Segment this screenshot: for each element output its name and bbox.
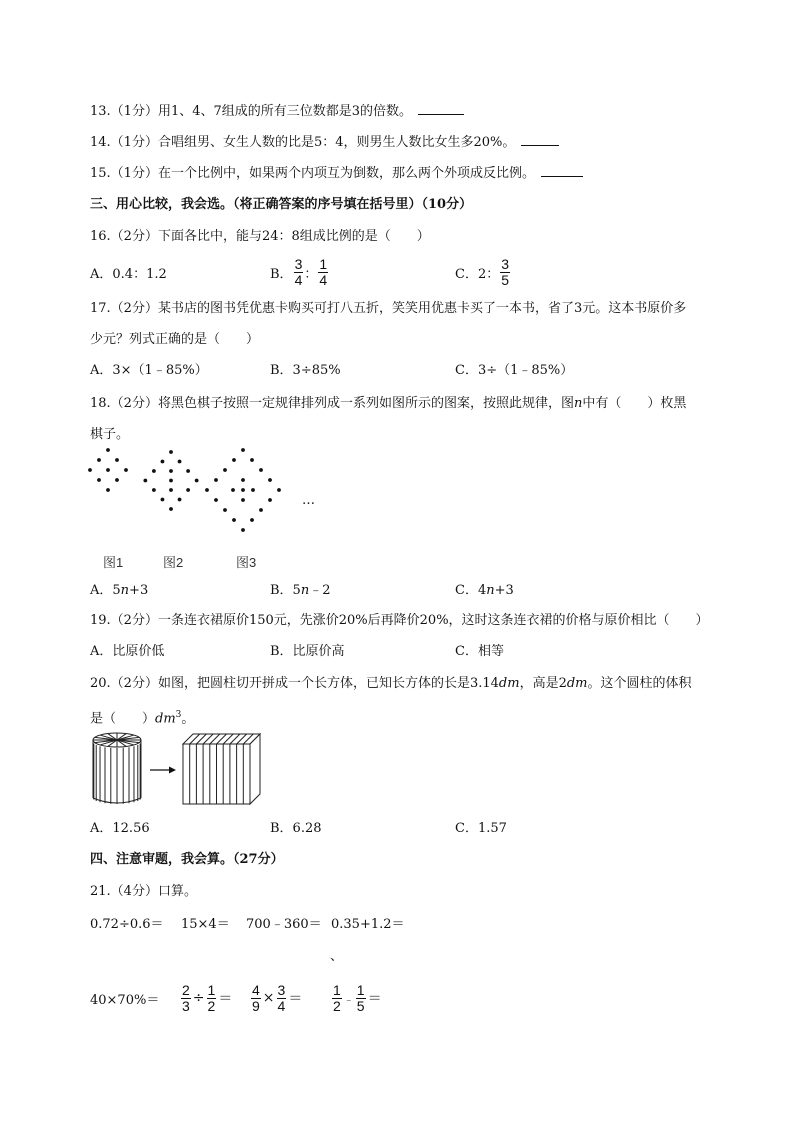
- option-18-c[interactable]: C．4n+3: [455, 583, 514, 598]
- chess-piece-dot: [250, 518, 254, 522]
- option-19-a[interactable]: A．比原价低: [90, 644, 165, 659]
- cylinder-to-cuboid-figure: [90, 730, 270, 812]
- question-17-line-2: 少元？列式正确的是（ ）: [90, 332, 260, 347]
- chess-piece-dot: [169, 479, 173, 483]
- chess-piece-dot: [251, 488, 255, 492]
- chess-piece-dot: [223, 468, 227, 472]
- figure-2-label: 图2: [163, 555, 184, 570]
- question-17-line-1: 17.（2分）某书店的图书凭优惠卡购买可打八五折，笑笑用优惠卡买了一本书，省了3元。这本书原价多: [90, 301, 687, 316]
- option-20-a[interactable]: A．12.56: [90, 821, 150, 836]
- chess-piece-dot: [241, 448, 245, 452]
- chess-piece-dot: [268, 498, 272, 502]
- chess-piece-dot: [124, 468, 128, 472]
- option-19-c[interactable]: C．相等: [455, 644, 504, 659]
- question-20-line-1: 20.（2分）如图，把圆柱切开拼成一个长方体，已知长方体的长是3.14dm，高是2dm。这个圆柱的体积: [90, 676, 692, 691]
- chess-piece-dot: [232, 518, 236, 522]
- fraction: $\frac{1}{4}$: [319, 255, 328, 288]
- chess-piece-dot: [250, 458, 254, 462]
- expr-5: 40×70%＝: [90, 992, 160, 1008]
- chess-piece-dot: [231, 488, 235, 492]
- chess-piece-dot: [241, 488, 245, 492]
- option-16-a[interactable]: A．0.4：1.2: [90, 266, 167, 282]
- chess-piece-dot: [97, 478, 101, 482]
- chess-piece-dot: [241, 528, 245, 532]
- chess-piece-dot: [152, 488, 156, 492]
- question-19: 19.（2分）一条连衣裙原价150元，先涨价20%后再降价20%，这时这条连衣裙的价格与原价相比（ ）: [90, 613, 709, 628]
- section-4-title: 四、注意审题，我会算。（27分）: [90, 852, 284, 867]
- stray-mark: 、: [330, 949, 344, 964]
- chess-piece-dot: [161, 498, 165, 502]
- chess-piece-dot: [268, 478, 272, 482]
- chess-piece-dot: [161, 460, 165, 464]
- option-17-b[interactable]: B．3÷85%: [270, 363, 341, 378]
- chess-piece-dot: [169, 450, 173, 454]
- question-18-line-2: 棋子。: [90, 427, 130, 442]
- figure-1-label: 图1: [103, 555, 124, 570]
- chess-piece-dot: [115, 478, 119, 482]
- chess-piece-dot: [169, 488, 173, 492]
- option-19-b[interactable]: B．比原价高: [270, 644, 345, 659]
- chess-piece-dot: [259, 468, 263, 472]
- chess-piece-dot: [186, 488, 190, 492]
- chess-piece-dot: [106, 468, 110, 472]
- chess-piece-dot: [186, 469, 190, 473]
- fraction: $\frac{3}{4}$: [294, 255, 303, 288]
- cuboid: [183, 734, 260, 804]
- option-18-a[interactable]: A．5n+3: [90, 583, 149, 598]
- chess-piece-dot: [241, 498, 245, 502]
- expr-8: $\frac{1}{2}$ ﹣ $\frac{1}{5}$ ＝: [333, 981, 382, 1014]
- chess-piece-dot: [169, 469, 173, 473]
- section-3-title: 三、用心比较，我会选。（将正确答案的序号填在括号里）（10分）: [90, 197, 473, 212]
- question-14: 14.（1分）合唱组男、女生人数的比是5：4，则男生人数比女生多20%。: [90, 134, 559, 152]
- chess-piece-dot: [214, 478, 218, 482]
- question-20-line-2: 是（ ）$dm^3$。: [90, 710, 195, 727]
- chess-piece-dot: [214, 498, 218, 502]
- chess-pattern-figure: [90, 448, 330, 548]
- option-16-b[interactable]: B． $\frac{3}{4}$ ： $\frac{1}{4}$: [270, 255, 328, 288]
- question-15: 15.（1分）在一个比例中，如果两个内项互为倒数，那么两个外项成反比例。: [90, 165, 583, 183]
- answer-blank[interactable]: [418, 103, 464, 115]
- option-17-a[interactable]: A．3×（1﹣85%）: [90, 363, 208, 378]
- option-16-c[interactable]: C．2： $\frac{3}{5}$: [455, 255, 510, 288]
- question-18-line-1: 18.（2分）将黑色棋子按照一定规律排列成一系列如图所示的图案，按照此规律，图n中有（ ）枚黑: [90, 396, 687, 411]
- option-17-c[interactable]: C．3÷（1﹣85%）: [455, 363, 574, 378]
- chess-piece-dot: [106, 488, 110, 492]
- answer-blank[interactable]: [521, 134, 559, 146]
- cylinder: [93, 733, 141, 804]
- expr-2: 15×4＝: [181, 917, 230, 932]
- chess-piece-dot: [143, 479, 147, 483]
- chess-piece-dot: [277, 488, 281, 492]
- option-20-b[interactable]: B．6.28: [270, 821, 322, 836]
- chess-piece-dot: [178, 498, 182, 502]
- expr-1: 0.72÷0.6＝: [90, 917, 164, 932]
- expr-7: $\frac{4}{9}$ × $\frac{3}{4}$ ＝: [252, 981, 303, 1014]
- expr-3: 700﹣360＝: [246, 917, 322, 932]
- chess-piece-dot: [223, 508, 227, 512]
- chess-piece-dot: [169, 507, 173, 511]
- expr-6: $\frac{2}{3}$ ÷ $\frac{1}{2}$ ＝: [182, 981, 233, 1014]
- option-20-c[interactable]: C．1.57: [455, 821, 507, 836]
- fraction: $\frac{3}{5}$: [501, 255, 510, 288]
- chess-piece-dot: [205, 488, 209, 492]
- option-18-b[interactable]: B．5n﹣2: [270, 583, 331, 598]
- chess-piece-dot: [106, 448, 110, 452]
- question-13: 13.（1分）用1、4、7组成的所有三位数都是3的倍数。: [90, 103, 464, 121]
- chess-piece-dot: [241, 478, 245, 482]
- expr-4: 0.35+1.2＝: [331, 917, 405, 932]
- chess-piece-dot: [115, 458, 119, 462]
- ellipsis: …: [302, 493, 315, 508]
- figure-3-label: 图3: [236, 555, 257, 570]
- chess-piece-dot: [232, 458, 236, 462]
- arrow-icon: [150, 767, 176, 774]
- chess-piece-dot: [97, 458, 101, 462]
- question-16: 16.（2分）下面各比中，能与24：8组成比例的是（ ）: [90, 229, 430, 244]
- chess-piece-dot: [178, 460, 182, 464]
- chess-piece-dot: [152, 469, 156, 473]
- answer-blank[interactable]: [541, 165, 583, 177]
- chess-piece-dot: [195, 479, 199, 483]
- question-21: 21.（4分）口算。: [90, 884, 197, 899]
- chess-piece-dot: [88, 468, 92, 472]
- chess-piece-dot: [259, 508, 263, 512]
